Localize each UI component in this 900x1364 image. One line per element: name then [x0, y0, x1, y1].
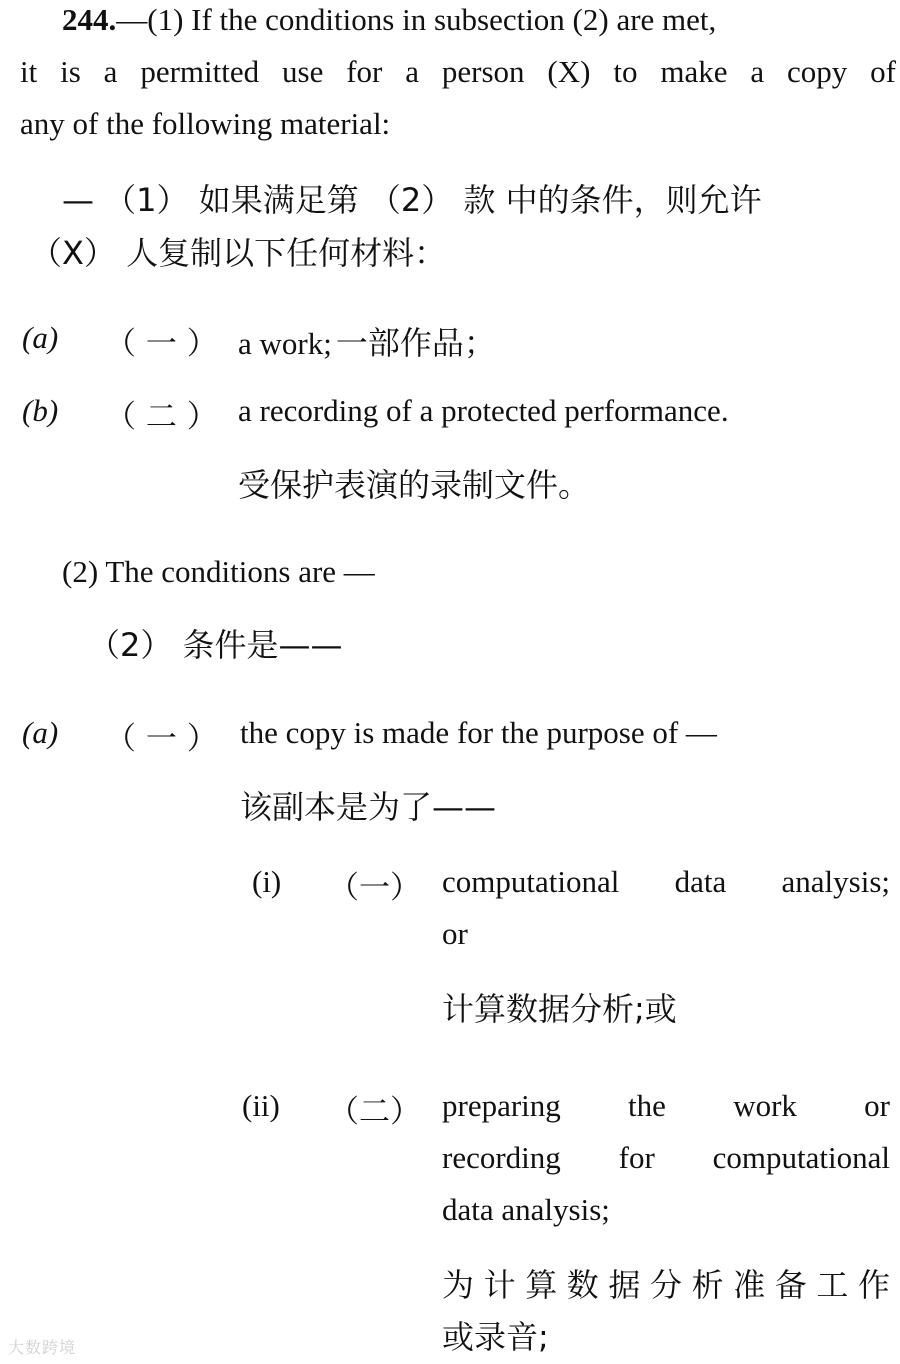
subitem-ii-en-line3: data analysis; [442, 1192, 610, 1227]
subitem-i-en-line1: computational data analysis; [442, 864, 890, 899]
subitem-ii-en-line1: preparing the work or [442, 1088, 890, 1123]
conditions-heading-zh: （2） 条件是—— [88, 626, 343, 664]
material-b-text-en: a recording of a protected performance. [238, 393, 729, 428]
material-a-text-zh: 一部作品； [335, 324, 496, 362]
material-b-text-zh: 受保护表演的录制文件。 [238, 466, 591, 504]
condition-a-text-zh: 该副本是为了—— [240, 788, 497, 826]
section-intro-line1: —(1) If the conditions in subsection (2) are met, [116, 2, 717, 37]
section-intro-zh-line1: — （1） 如果满足第 （2） 款 中的条件，则允许 [62, 181, 762, 219]
material-a-text-en: a work; [238, 326, 332, 361]
condition-a-zh-label: （ 一 ） [105, 721, 218, 757]
subitem-i-en-line2: or [442, 916, 468, 951]
section-intro-line3: any of the following material: [20, 106, 391, 141]
material-b-zh-label: （ 二 ） [105, 399, 218, 435]
subitem-i-zh-label: （一） [328, 870, 421, 906]
subitem-ii-zh-line1: 为计算数据分析准备工作 [442, 1266, 890, 1304]
subitem-i-zh-line1: 计算数据分析;或 [442, 990, 677, 1028]
conditions-heading-en: (2) The conditions are — [62, 554, 375, 589]
material-a-zh-label: （ 一 ） [105, 326, 218, 362]
subitem-ii-zh-label: （二） [328, 1094, 421, 1130]
section-heading [62, 2, 716, 38]
condition-a-text-en: the copy is made for the purpose of — [240, 715, 717, 750]
material-a [238, 318, 496, 364]
material-b-label: (b) [22, 393, 59, 428]
material-a-label: (a) [22, 320, 59, 355]
section-number: 244. [62, 2, 117, 37]
watermark-logo: 大数跨境 [8, 1338, 77, 1357]
section-intro-zh-line2: （X） 人复制以下任何材料： [30, 234, 447, 272]
subitem-ii-zh-line2: 或录音; [442, 1318, 549, 1356]
subitem-ii-label: (ii) [242, 1088, 280, 1123]
subitem-i-label: (i) [252, 864, 282, 899]
subitem-ii-en-line2: recording for computational [442, 1140, 890, 1175]
condition-a-label: (a) [22, 715, 59, 750]
section-intro-line2: it is a permitted use for a person (X) to make a copy of [20, 54, 896, 89]
